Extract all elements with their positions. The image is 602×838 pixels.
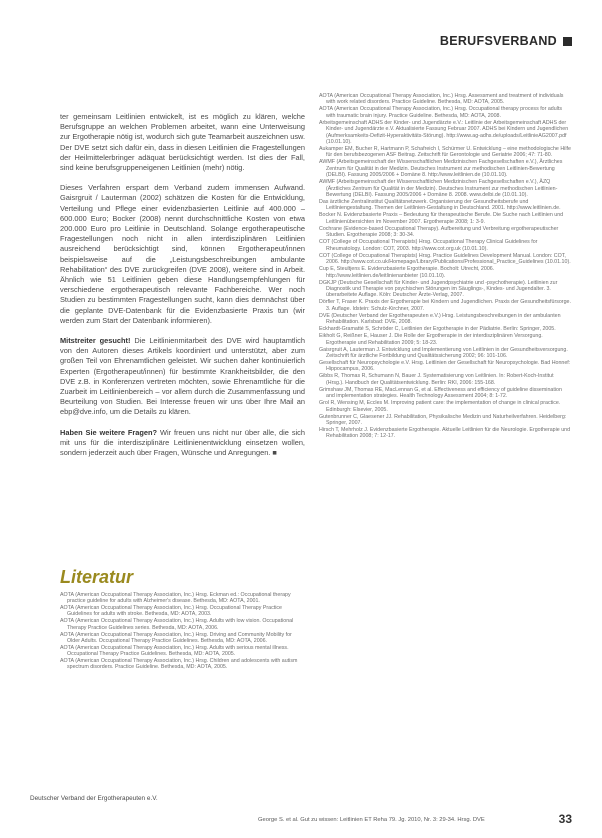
callout-lead: Mitstreiter gesucht!	[60, 336, 131, 346]
article-body	[60, 112, 305, 468]
reference-entry: Grimshaw JM, Thomas RE, MacLennan G, et al. Effectiveness and efficiency of guideline dissemination and implementation strategies. Health Technology Assessment 2004; 8: 1-72.	[319, 386, 562, 400]
section-header	[440, 34, 572, 48]
body-paragraph: ter gemeinsam Leitlinien entwickelt, ist es möglich zu klären, welche Berufsgruppe an welchen Problemen arbeitet, wann eine Unterweisung zur Ergotherapie nötig ist, wodurch sich gute Teamarbeit auszeichnen usw. Der DVE setzt sich dafür ein, dass in diesen Leitlinien die Fragestellungen der Heilmittelerbringer adäquat berücksichtigt werden. Ist dies der Fall, sind keine berufsgruppeneigenen Leitlinien (mehr) nötig.	[60, 112, 305, 173]
reference-entry: DGKJP (Deutsche Gesellschaft für Kinder- und Jugendpsychiatrie und -psychotherapie). Leitlinien zur Diagnostik und Therapie von psychischen Störungen im Säuglings-, Kindes- und Jugendalter. 3. überarbeitete Auflage. Köln: Deutscher Ärzte-Verlag, 2007.	[319, 279, 558, 299]
reference-entry: AOTA (American Occupational Therapy Association, Inc.) Hrsg. Assessment and treatment of individuals with work related disorders. Practice Guideline. Bethesda, MD: AOTA, 2005.	[319, 93, 564, 106]
question-text: Wir freuen uns nicht nur über alle, die sich mit uns für die interdisziplinäre Leitlinienentwicklung einsetzen wollen, sondern jederzeit auch über Fragen, Wünsche und Anregungen. ■	[60, 427, 305, 458]
reference-entry: Grol R, Wensing M, Eccles M. Improving patient care: the implementation of change in clinical practice. Edinburgh: Elsevier, 2005.	[319, 400, 561, 413]
reference-entry: Gibbs R, Thomas R, Schumann N, Bauer J. Systematisierung von Leitlinien. In: Robert-Koch-Institut (Hrsg.). Handbuch der Qualitätsentwicklung. Berlin: RKI, 2006: 155-168.	[319, 373, 554, 386]
callout-paragraph	[60, 336, 305, 418]
reference-entry: Dörfler T, Fraser K. Praxis der Ergotherapie bei Kindern und Jugendlichen. Praxis der Gesundheitsfürsorge. 3. Auflage. Idstein: Schulz-Kirchner, 2007.	[319, 299, 571, 312]
reference-entry: AWMF (Arbeitsgemeinschaft der Wissenschaftlichen Medizinischen Fachgesellschaften e.V.), Ärztliches Zentrum für Qualität in der Medizin. Deutsches Instrument zur methodischen Leitlinien-Bewertung (DELBI). Fassung 2005/2006 + Domäne 8. http://www.leitlinien.de (10.01.10).	[319, 159, 563, 179]
section-title: BERUFSVERBAND	[439, 34, 557, 48]
reference-entry: Eikholt G, Reißner E, Hauser J. Die Rolle der Ergotherapie in der interdisziplinären Versorgung. Ergotherapie und Rehabilitation 2009; 5: 18-23.	[319, 333, 543, 346]
reference-entry: AOTA (American Occupational Therapy Association, Inc.) Hrsg. Adults with low vision. Occupational Therapy Practice Guidelines series. Bethesda, MD: AOTA, 2006.	[60, 618, 294, 631]
reference-entry: Gaisrgruit A, Lauterman J. Entwicklung und Implementierung von Leitlinien in der Gesundheitsversorgung. Zeitschrift für ärztliche Fortbildung und Qualitätssicherung 2002; 96: 101-106.	[319, 346, 568, 359]
reference-entry: AOTA (American Occupational Therapy Association, Inc.) Hrsg. Occupational Therapy Practice Guidelines for adults with stroke. Bethesda, MD: AOTA, 2003.	[60, 605, 282, 618]
reference-entry: Gesellschaft für Neuropsychologie e.V. Hrsg. Leitlinien der Gesellschaft für Neuropsychologie. Bad Honnef: Hippocampus, 2006.	[319, 359, 571, 373]
reference-entry: AOTA (American Occupational Therapy Association, Inc.) Hrsg. Adults with serious mental illness. Occupational Therapy Practice Guidelines. Bethesda, MD: AOTA, 2005.	[60, 644, 289, 658]
reference-entry: AOTA (American Occupational Therapy Association, Inc.) Hrsg. Occupational therapy process for adults with traumatic brain injury. Practice Guideline. Bethesda, MD: AOTA, 2008.	[319, 106, 562, 119]
reference-entry: Cochrane (Evidence-based Occupational Therapy). Aufbereitung und Verbreitung ergotherapeutischer Studien. Ergotherapie 2008; 3: 30-34.	[319, 225, 559, 239]
body-paragraph: Dieses Verfahren erspart dem Verband zudem immensen Aufwand. Gaisrgruit / Lauterman (2002) schätzen die Kosten für die Entwicklung, Verteilung und Pflege einer evidenzbasierten Leitlinie auf 400.000 – 600.000 Euro; Bocker (2008) nennt durchschnittliche Kosten von etwa 200.000 Euro pro Leitlinie in Deutschland. Solange ergotherapeutische Fragestellungen noch nicht in allen interdisziplinären Leitlinien ausreichend berücksichtigt sind, können Ergotherapeut/innen beispielsweise auf die „Leistungsbeschreibungen ambulante Rehabilitation“ des DVE zurückgreifen (DVE 2008), weitere sind in Arbeit. Ähnlich wie 51 Leitlinien geben diese Handlungsempfehlungen für verschiedene ergotherapeutisch relevante Fachbereiche. Wer noch Studien zu bestimmten Fragestellungen sucht, kann dies demnächst über die geplante DVE-Datenbank für die Evidenzbasierte Praxis tun (wir werden zum Start der Datenbank informieren).	[60, 183, 305, 325]
reference-entry: Cup E, Steultjens E. Evidenzbasierte Ergotherapie. Bocholt: Utrecht, 2006. http://www.leitlinien.de/leitlinienanbieter (10.01.10).	[319, 266, 495, 279]
header-square-icon	[563, 37, 572, 46]
reference-entry: Arbeitsgemeinschaft ADHS der Kinder- und Jugendärzte e.V.: Leitlinie der Arbeitsgemeinschaft ADHS der Kinder- und Jugendärzte e.V. Aktualisierte Fassung Februar 2007. ADHS bei Kindern und Jugendlichen (Aufmerksamkeits-Defizit-Hyperaktivitäts-Störung). http://www.ag-adhs.de/uploads/LeitlinieAG2007.pdf (10.01.10).	[319, 119, 569, 146]
reference-entry: Eckhardt-Gramatté S, Schröder C, Leitlinien der Ergotherapie in der Pädiatrie. Berlin: Springer, 2005.	[319, 326, 556, 333]
reference-entry: Gutenbrunner C, Glaesener JJ. Rehabilitation, Physikalische Medizin und Naturheilverfahren. Heidelberg: Springer, 2007.	[319, 413, 567, 426]
reference-entry: DVE (Deutscher Verband der Ergotherapeuten e.V.) Hrsg. Leistungsbeschreibungen in der ambulanten Rehabilitation. Karlsbad: DVE, 2008.	[319, 312, 561, 326]
page-number: 33	[558, 812, 572, 826]
reference-entry: Aukamper EM, Bucher R, Hartmann P, Schafreich I, Schürmer U. Entwicklung – eine methodologische Hilfe für den berufsbezogenen ASF Beitrag. Zeitschrift für Gerontologie und Geriatrie 2006; 47: 71-80.	[319, 146, 571, 159]
footer-organization: Deutscher Verband der Ergotherapeuten e.V.	[30, 795, 158, 802]
reference-entry: AOTA (American Occupational Therapy Association, Inc.) Hrsg. Eckman ed.: Occupational therapy practice guideline for adults with Alzheimer's disease. Bethesda, MD: AOTA, 2001.	[60, 592, 291, 605]
reference-entry: COT (College of Occupational Therapists) Hrsg. Practice Guidelines Development Manual. London: COT, 2006. http://www.cot.co.uk/Homepage/Library/Publications/Professional_Practice_Guidelines (10.01.10).	[319, 252, 571, 266]
reference-entry: AWMF (Arbeitsgemeinschaft der Wissenschaftlichen Medizinischen Fachgesellschaften e.V.), ÄZQ (Ärztliches Zentrum für Qualität in der Medizin). Deutsches Instrument zur methodischen Leitlinien-Bewertung (DELBI). Fassung 2005/2006 + Domäne 8. 2008. www.delbi.de (10.01.10).	[319, 179, 558, 199]
reference-entry: AOTA (American Occupational Therapy Association, Inc.) Hrsg. Children and adolescents with autism spectrum disorders. Practice Guideline. Bethesda, MD: AOTA, 2005.	[60, 657, 298, 671]
question-lead: Haben Sie weitere Fragen?	[60, 427, 158, 437]
reference-entry: Das ärztliche Zentralinstitut Qualitätsnetzwerk. Organisierung der Gesundheitsberufe und Leitliniengestaltung. Themen der Leitlinien-Gestaltung in Deutschland. 2001. http://www.leitlinien.de.	[319, 199, 561, 212]
literature-heading: Literatur	[60, 567, 134, 587]
literature-list-left	[60, 592, 305, 671]
reference-entry: Bocker N. Evidenzbasierte Praxis – Bedeutung für therapeutische Berufe. Die Suche nach Leitlinien und Leitlinienübersichten im November 2007. Ergotherapie 2008; 1: 3-9.	[319, 212, 564, 225]
footer-citation: George S. et al. Gut zu wissen: Leitlinien ET Reha 79. Jg. 2010, Nr. 3: 29-34. Hrsg. DVE	[258, 817, 485, 823]
callout-text: Die Leitlinienmitarbeit des DVE wird hauptamtlich von den Autoren dieses Artikels koordiniert und unterstützt, aber zum großen Teil von Ehrenamtlichen geleistet. Wir suchen daher kontinuierlich Experten (Ergotherapeut/innen) für bestimmte Krankheitsbilder, die den DVE z.B. in Konferenzen vertreten möchten, sowie Ehrenamtliche für die Zuarbeit im Leitlinienbereich – vor allem durch die Zusammenfassung und Beurteilung von Studien. Bei Interesse freuen wir uns über Ihre Mail an ebp@dve.info, um die Details zu klären.	[60, 336, 305, 417]
question-paragraph	[60, 428, 305, 459]
literature-list-right	[319, 93, 571, 779]
reference-entry: AOTA (American Occupational Therapy Association, Inc.) Hrsg. Driving and Community Mobility for Older Adults. Occupational Therapy Practice Guidelines. Bethesda, MD: AOTA, 2006.	[60, 631, 292, 644]
reference-entry: COT (College of Occupational Therapists) Hrsg. Occupational Therapy Clinical Guidelines for Rheumatology. London: COT, 2003. http://www.cot.org.uk (10.01.10).	[319, 239, 538, 252]
reference-entry: Hirsch T, Mehrholz J. Evidenzbasierte Ergotherapie. Aktuelle Leitlinien für die Neurologie. Ergotherapie und Rehabilitation 2008; 7: 12-17.	[319, 426, 571, 440]
